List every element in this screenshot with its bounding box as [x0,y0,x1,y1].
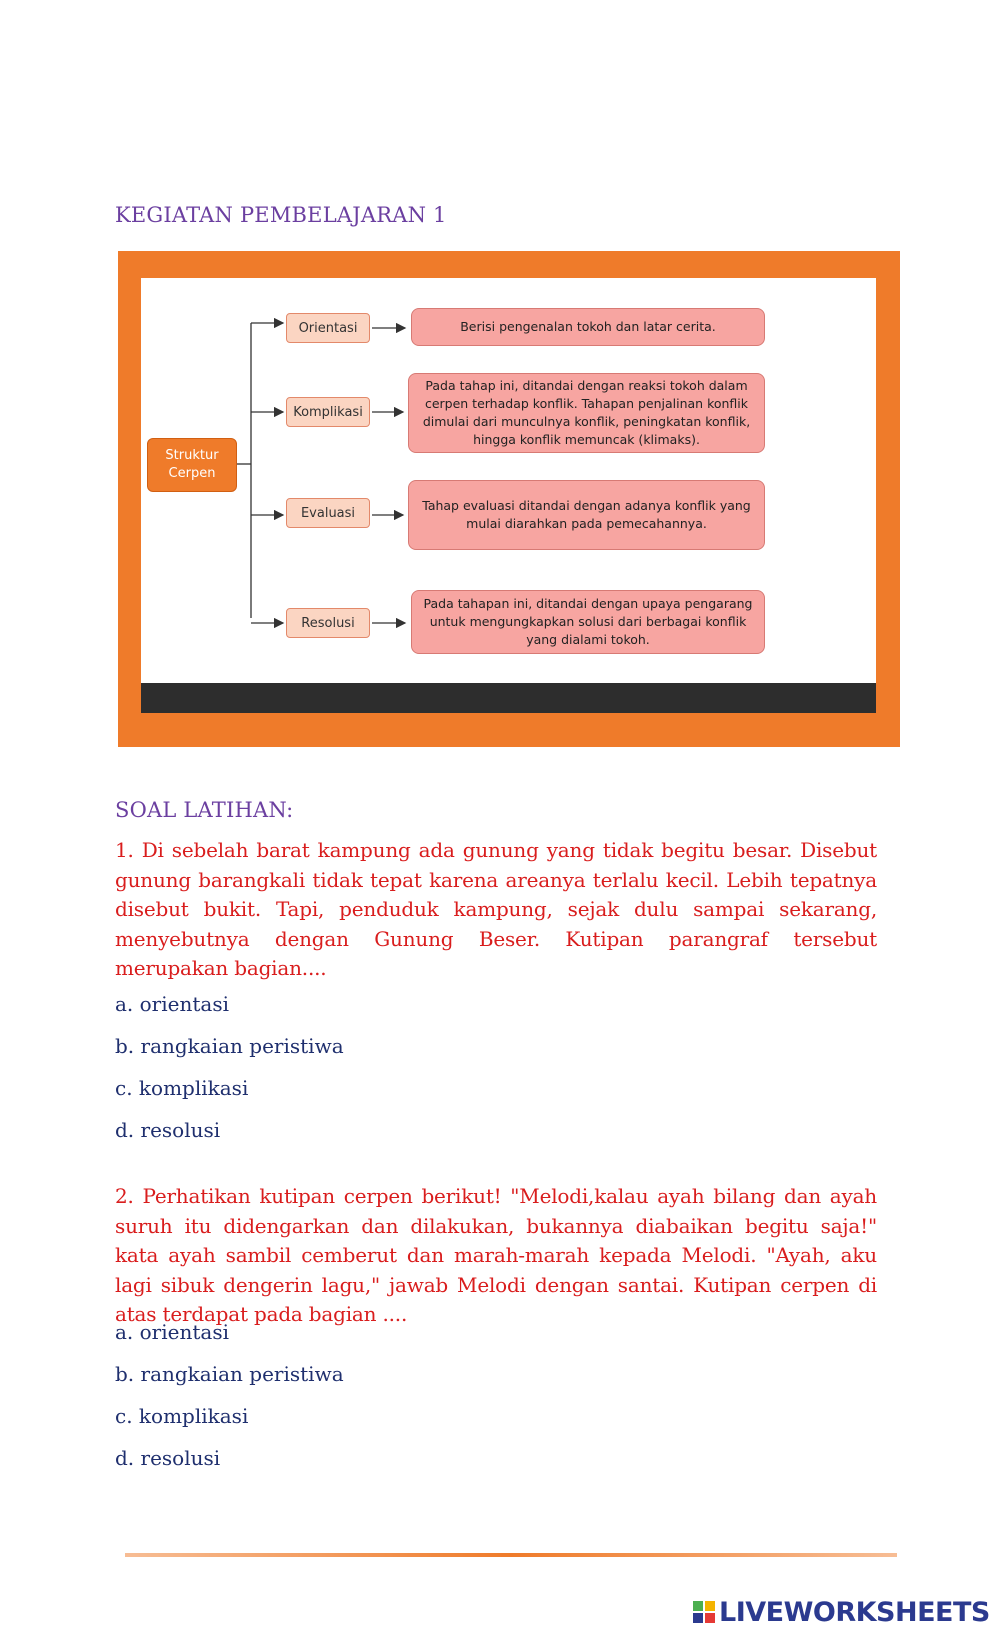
liveworksheets-grid-icon [693,1601,715,1623]
logo-cell-icon [705,1601,715,1611]
logo-text: LIVEWORKSHEETS [719,1596,990,1628]
question-1-option-b[interactable]: b. rangkaian peristiwa [115,1034,344,1058]
desc-box-komplikasi: Pada tahap ini, ditandai dengan reaksi tokoh dalam cerpen terhadap konflik. Tahapan penjalinan konflik dimulai dari munculnya konflik, peningkatan konflik, hingga konflik memuncak (klimaks). [408,373,765,453]
question-1-option-d[interactable]: d. resolusi [115,1118,221,1142]
stage-box-evaluasi: Evaluasi [286,498,370,528]
question-2-option-d[interactable]: d. resolusi [115,1446,221,1470]
root-box-struktur-cerpen: Struktur Cerpen [147,438,237,492]
logo-cell-icon [693,1613,703,1623]
stage-box-resolusi: Resolusi [286,608,370,638]
question-1-text: 1. Di sebelah barat kampung ada gunung yang tidak begitu besar. Disebut gunung barangkali tidak tepat karena areanya terlalu kecil. Lebih tepatnya disebut bukit. Tapi, penduduk kampung, sejak dulu sampai sekarang, menyebutnya dengan Gunung Beser. Kutipan parangraf tersebut merupakan bagian.... [115,838,877,981]
diagram-footer-bar [141,683,876,713]
stage-box-orientasi: Orientasi [286,313,370,343]
logo-cell-icon [705,1613,715,1623]
desc-box-orientasi: Berisi pengenalan tokoh dan latar cerita. [411,308,765,346]
question-2-text: 2. Perhatikan kutipan cerpen berikut! "Melodi,kalau ayah bilang dan ayah suruh itu didengarkan dan dilakukan, bukannya diabaikan begitu saja!" kata ayah sambil cemberut dan marah-marah kepada Melodi. "Ayah, aku lagi sibuk dengerin lagu," jawab Melodi dengan santai. Kutipan cerpen di atas terdapat pada bagian .... [115,1184,877,1327]
structure-diagram [118,251,900,747]
exercise-title: SOAL LATIHAN: [115,798,294,822]
section-title: KEGIATAN PEMBELAJARAN 1 [115,203,447,227]
question-1-option-a[interactable]: a. orientasi [115,992,229,1016]
logo-cell-icon [693,1601,703,1611]
stage-box-komplikasi: Komplikasi [286,397,370,427]
question-1-option-c[interactable]: c. komplikasi [115,1076,249,1100]
question-2-option-c[interactable]: c. komplikasi [115,1404,249,1428]
desc-box-evaluasi: Tahap evaluasi ditandai dengan adanya konflik yang mulai diarahkan pada pemecahannya. [408,480,765,550]
question-2-option-b[interactable]: b. rangkaian peristiwa [115,1362,344,1386]
footer-divider [125,1553,897,1557]
diagram-canvas [141,278,876,713]
question-2-option-a[interactable]: a. orientasi [115,1320,229,1344]
liveworksheets-logo[interactable] [693,1597,990,1627]
desc-box-resolusi: Pada tahapan ini, ditandai dengan upaya pengarang untuk mengungkapkan solusi dari berbagai konflik yang dialami tokoh. [411,590,765,654]
